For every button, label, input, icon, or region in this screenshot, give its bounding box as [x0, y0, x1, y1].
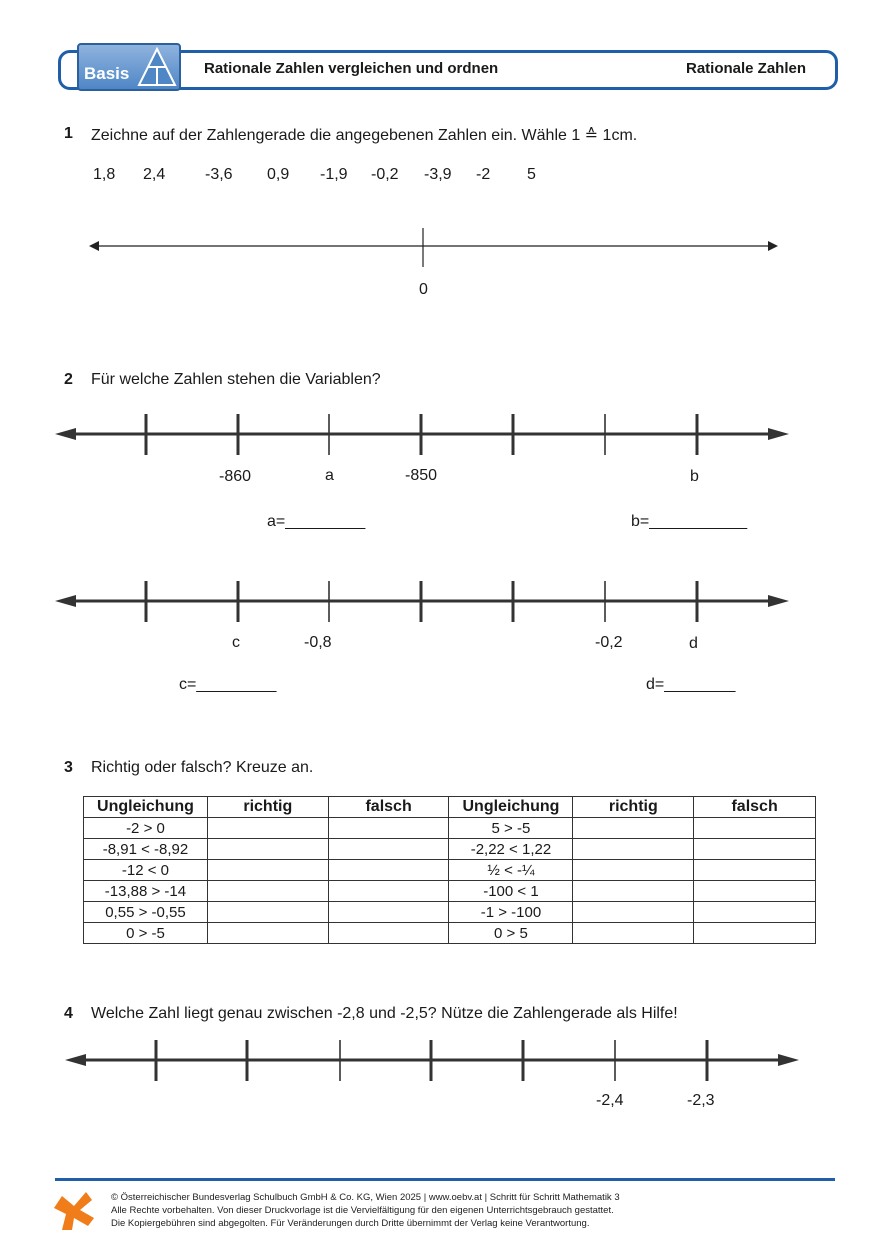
footer-copyright	[111, 1191, 620, 1230]
table-row	[84, 902, 816, 923]
falsch-checkbox-cell[interactable]	[694, 818, 816, 839]
task-1-value: -1,9	[320, 166, 348, 183]
inequality-cell: -8,91 < -8,92	[84, 839, 208, 860]
task-1-value: 5	[527, 166, 536, 183]
task-3-number: 3	[64, 759, 73, 776]
task-2-number-line-2	[55, 581, 789, 622]
task-4-number: 4	[64, 1005, 73, 1022]
falsch-checkbox-cell[interactable]	[328, 923, 449, 944]
falsch-checkbox-cell[interactable]	[694, 902, 816, 923]
basis-label: Basis	[84, 64, 130, 83]
richtig-checkbox-cell[interactable]	[573, 902, 694, 923]
task-3-text: Richtig oder falsch? Kreuze an.	[91, 759, 314, 776]
subject-title: Rationale Zahlen	[686, 60, 807, 77]
falsch-checkbox-cell[interactable]	[328, 881, 449, 902]
task-1-value: 2,4	[143, 166, 166, 183]
richtig-checkbox-cell[interactable]	[207, 860, 328, 881]
column-header: Ungleichung	[449, 797, 573, 818]
inequality-cell: -100 < 1	[449, 881, 573, 902]
falsch-checkbox-cell[interactable]	[694, 881, 816, 902]
inequality-cell: 5 > -5	[449, 818, 573, 839]
footer-line: © Österreichischer Bundesverlag Schulbuch GmbH & Co. KG, Wien 2025 | www.oebv.at | Schritt für Schritt Mathematik 3	[111, 1192, 620, 1203]
richtig-checkbox-cell[interactable]	[573, 923, 694, 944]
answer-b-field[interactable]: b=___________	[631, 513, 748, 530]
richtig-checkbox-cell[interactable]	[573, 839, 694, 860]
richtig-checkbox-cell[interactable]	[207, 881, 328, 902]
column-header: richtig	[207, 797, 328, 818]
table-header-row	[84, 797, 816, 818]
task-1-value: -3,6	[205, 166, 233, 183]
richtig-checkbox-cell[interactable]	[573, 860, 694, 881]
footer-line: Alle Rechte vorbehalten. Von dieser Druckvorlage ist die Vervielfältigung für den eigenen Unterrichtsgebrauch gestattet.	[111, 1205, 614, 1216]
inequality-cell: 0 > 5	[449, 923, 573, 944]
inequality-cell: 0 > -5	[84, 923, 208, 944]
falsch-checkbox-cell[interactable]	[694, 923, 816, 944]
line-2-label: c	[232, 634, 240, 651]
richtig-checkbox-cell[interactable]	[207, 902, 328, 923]
answer-a-field[interactable]: a=_________	[267, 513, 366, 530]
falsch-checkbox-cell[interactable]	[328, 902, 449, 923]
line-4-label: -2,3	[687, 1092, 715, 1109]
task-2-number: 2	[64, 371, 73, 388]
task-1-value: 1,8	[93, 166, 116, 183]
task-1-number: 1	[64, 125, 73, 142]
inequality-cell: -1 > -100	[449, 902, 573, 923]
line-4-label: -2,4	[596, 1092, 624, 1109]
table-row	[84, 881, 816, 902]
task-2-number-line-1	[55, 414, 789, 455]
line-1-label: b	[690, 468, 699, 485]
falsch-checkbox-cell[interactable]	[328, 860, 449, 881]
task-1-number-line	[89, 228, 778, 267]
publisher-logo-icon	[54, 1192, 94, 1230]
task-1-value: 0,9	[267, 166, 290, 183]
column-header: falsch	[694, 797, 816, 818]
task-1-text: Zeichne auf der Zahlengerade die angegebenen Zahlen ein. Wähle 1 ≙ 1cm.	[91, 127, 638, 144]
answer-c-field[interactable]: c=_________	[179, 676, 277, 693]
task-4-text: Welche Zahl liegt genau zwischen -2,8 und -2,5? Nütze die Zahlengerade als Hilfe!	[91, 1005, 678, 1022]
task-1-value: -0,2	[371, 166, 399, 183]
richtig-checkbox-cell[interactable]	[573, 881, 694, 902]
task-4-number-line	[65, 1040, 799, 1081]
task-2-text: Für welche Zahlen stehen die Variablen?	[91, 371, 381, 388]
task-1-zero-label: 0	[419, 281, 428, 298]
inequality-table	[83, 796, 816, 944]
page-title: Rationale Zahlen vergleichen und ordnen	[204, 60, 499, 77]
richtig-checkbox-cell[interactable]	[573, 818, 694, 839]
footer-divider	[55, 1178, 835, 1181]
task-1-value: -3,9	[424, 166, 452, 183]
richtig-checkbox-cell[interactable]	[207, 839, 328, 860]
line-2-label: -0,2	[595, 634, 623, 651]
inequality-cell: 0,55 > -0,55	[84, 902, 208, 923]
richtig-checkbox-cell[interactable]	[207, 923, 328, 944]
line-2-label: d	[689, 635, 698, 652]
inequality-cell: ½ < -¼	[449, 860, 573, 881]
falsch-checkbox-cell[interactable]	[694, 860, 816, 881]
inequality-cell: -13,88 > -14	[84, 881, 208, 902]
basis-triangle-icon	[136, 46, 178, 88]
line-1-label: -860	[219, 468, 252, 485]
falsch-checkbox-cell[interactable]	[328, 818, 449, 839]
task-1-value: -2	[476, 166, 491, 183]
line-2-label: -0,8	[304, 634, 332, 651]
footer-line: Die Kopiergebühren sind abgegolten. Für Veränderungen durch Dritte übernimmt der Verlag keine Verantwortung.	[111, 1218, 590, 1229]
line-1-label: -850	[405, 467, 438, 484]
inequality-cell: -12 < 0	[84, 860, 208, 881]
richtig-checkbox-cell[interactable]	[207, 818, 328, 839]
line-1-label: a	[325, 467, 334, 484]
inequality-cell: -2 > 0	[84, 818, 208, 839]
table-row	[84, 818, 816, 839]
inequality-cell: -2,22 < 1,22	[449, 839, 573, 860]
table-row	[84, 839, 816, 860]
column-header: richtig	[573, 797, 694, 818]
column-header: Ungleichung	[84, 797, 208, 818]
table-row	[84, 860, 816, 881]
column-header: falsch	[328, 797, 449, 818]
falsch-checkbox-cell[interactable]	[328, 839, 449, 860]
falsch-checkbox-cell[interactable]	[694, 839, 816, 860]
table-row	[84, 923, 816, 944]
answer-d-field[interactable]: d=________	[646, 676, 736, 693]
